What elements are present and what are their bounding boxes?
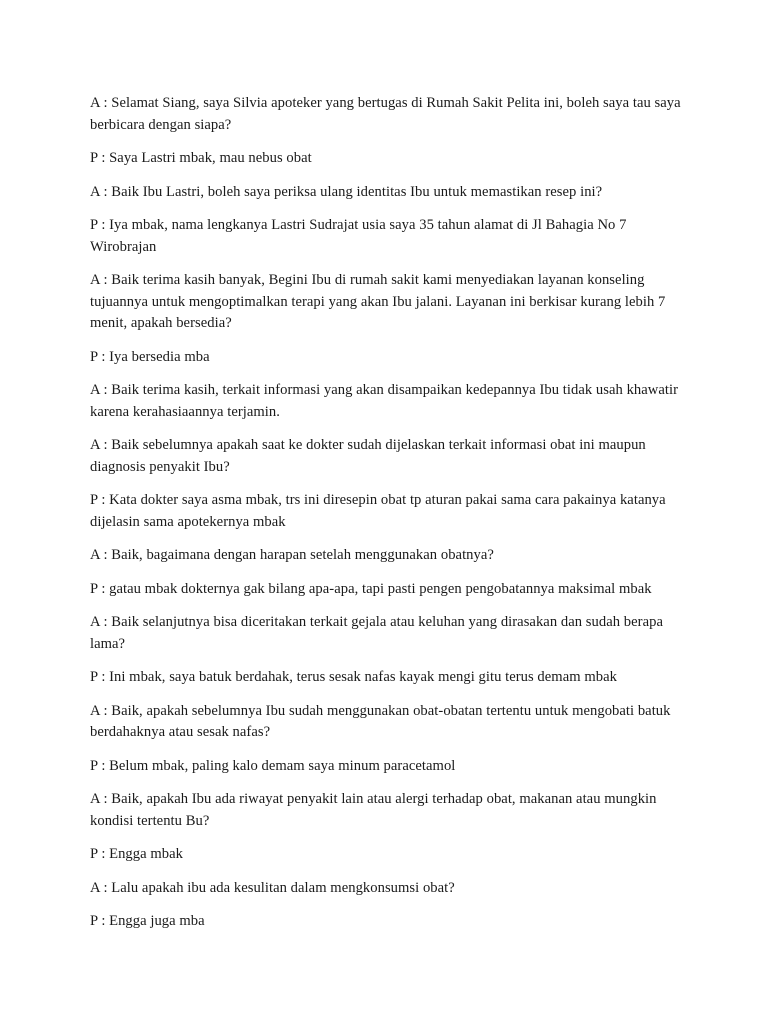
dialogue-line: P : gatau mbak dokternya gak bilang apa-apa, tapi pasti pengen pengobatannya maksimal mbak [90,580,652,597]
dialogue-line: A : Baik terima kasih, terkait informasi yang akan disampaikan kedepannya Ibu tidak usah khawatir karena kerahasiaannya terjamin. [90,382,679,420]
dialogue-line: A : Lalu apakah ibu ada kesulitan dalam mengkonsumsi obat? [90,879,455,896]
dialogue-line: P : Engga juga mba [90,913,205,929]
dialogue-line: A : Baik Ibu Lastri, boleh saya periksa ulang identitas Ibu untuk memastikan resep ini? [90,183,603,200]
dialogue-transcript [90,93,690,945]
dialogue-line: P : Ini mbak, saya batuk berdahak, terus sesak nafas kayak mengi gitu terus demam mbak [90,669,617,685]
dialogue-line: A : Baik, bagaimana dengan harapan setelah menggunakan obatnya? [90,547,494,563]
dialogue-line: P : Iya bersedia mba [90,348,210,365]
dialogue-line: P : Iya mbak, nama lengkanya Lastri Sudrajat usia saya 35 tahun alamat di Jl Bahagia No 7 Wirobrajan [90,217,627,255]
dialogue-line: A : Baik terima kasih banyak, Begini Ibu di rumah sakit kami menyediakan layanan konseling tujuannya untuk mengoptimalkan terapi yang akan Ibu jalani. Layanan ini berkisar kurang lebih 7 menit, apakah bersedia? [90,272,666,331]
dialogue-line: P : Saya Lastri mbak, mau nebus obat [90,150,312,166]
dialogue-line: P : Kata dokter saya asma mbak, trs ini diresepin obat tp aturan pakai sama cara pakainya katanya dijelasin sama apotekernya mbak [90,492,666,530]
dialogue-line: P : Engga mbak [90,846,183,862]
dialogue-line: A : Selamat Siang, saya Silvia apoteker yang bertugas di Rumah Sakit Pelita ini, boleh saya tau saya berbicara dengan siapa? [90,95,681,133]
dialogue-line: A : Baik sebelumnya apakah saat ke dokter sudah dijelaskan terkait informasi obat ini maupun diagnosis penyakit Ibu? [90,437,646,475]
dialogue-line: A : Baik, apakah sebelumnya Ibu sudah menggunakan obat-obatan tertentu untuk mengobati batuk berdahaknya atau sesak nafas? [90,702,671,740]
dialogue-line: A : Baik selanjutnya bisa diceritakan terkait gejala atau keluhan yang dirasakan dan sudah berapa lama? [90,614,663,652]
dialogue-line: A : Baik, apakah Ibu ada riwayat penyakit lain atau alergi terhadap obat, makanan atau mungkin kondisi tertentu Bu? [90,791,657,829]
dialogue-line: P : Belum mbak, paling kalo demam saya minum paracetamol [90,757,456,774]
